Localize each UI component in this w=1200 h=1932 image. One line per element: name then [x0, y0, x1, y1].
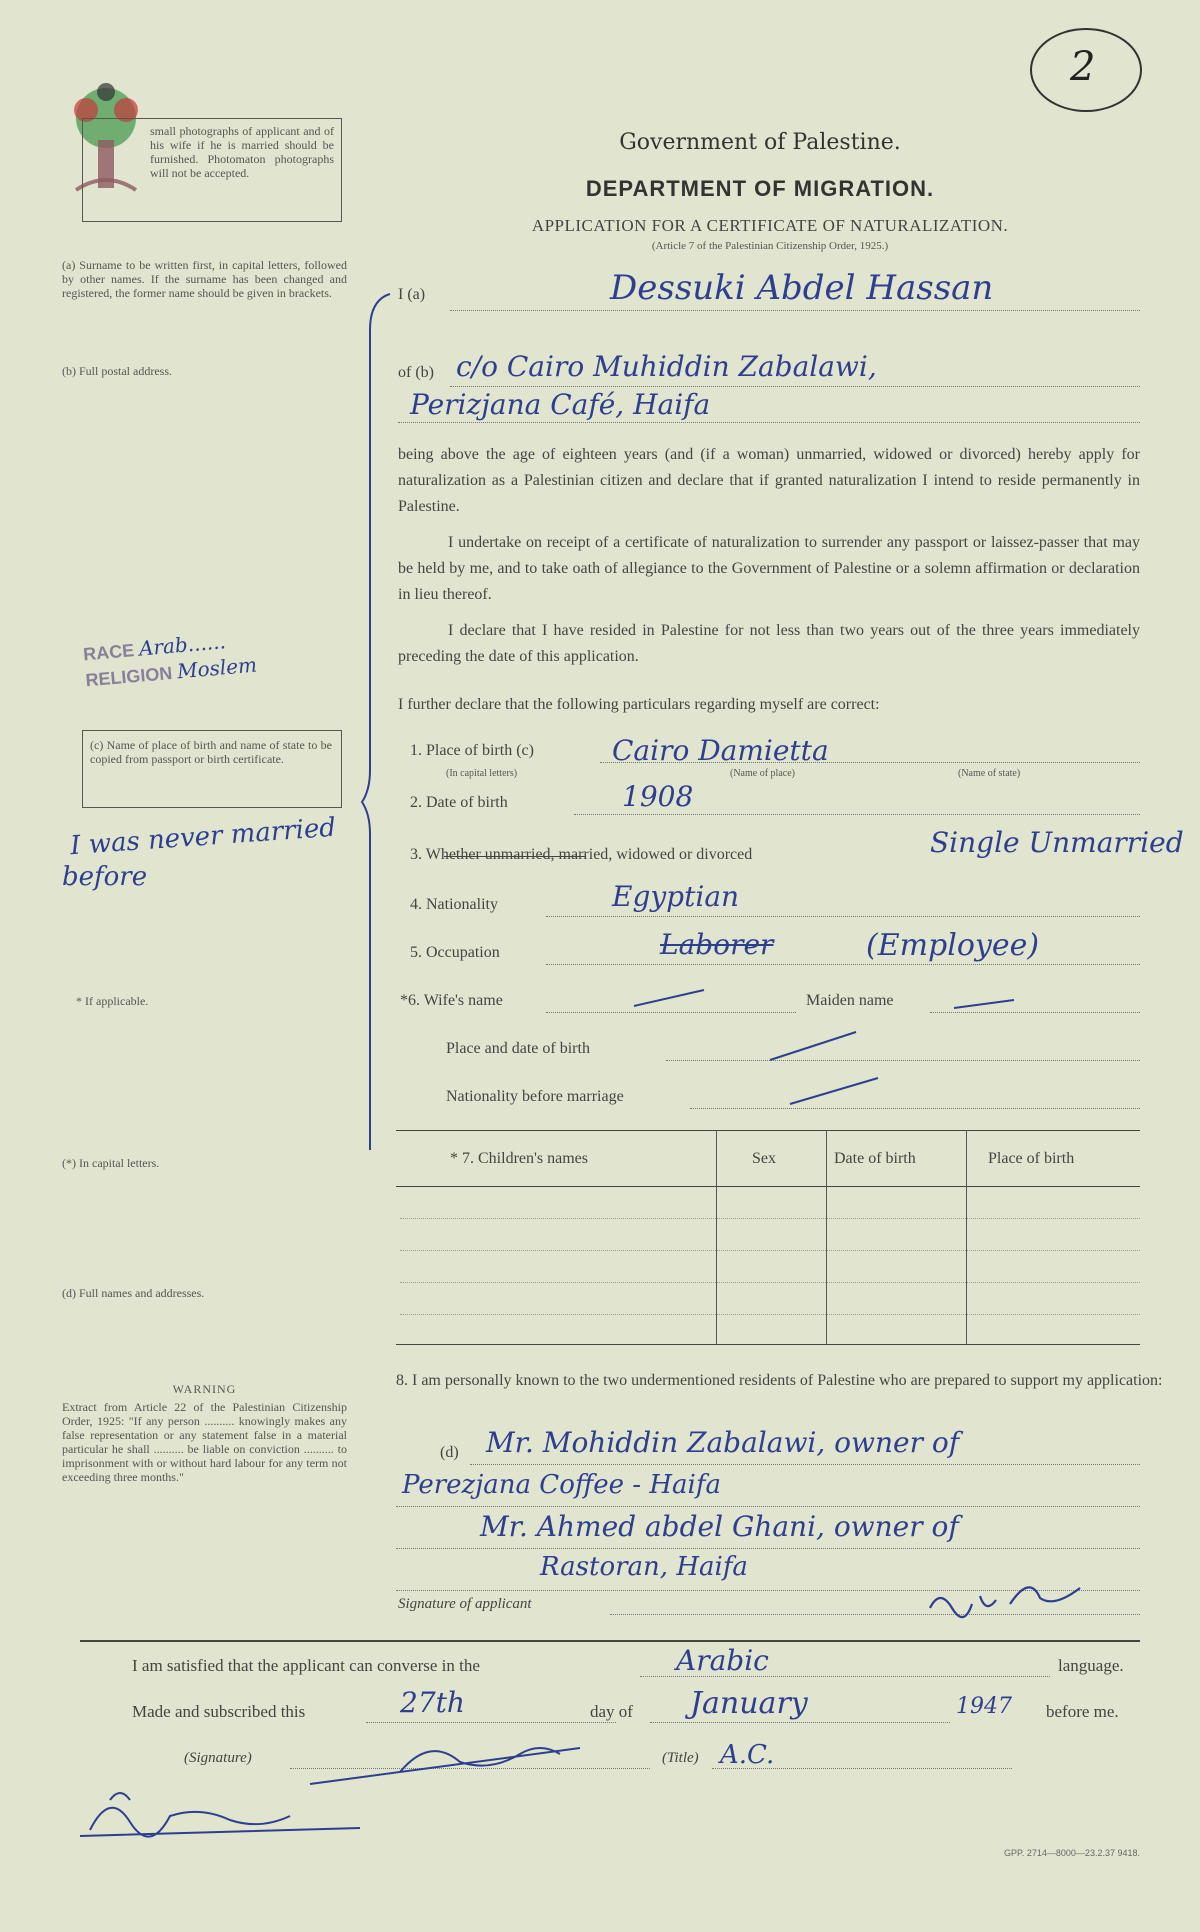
never-married-note-2: before [62, 862, 148, 892]
nationality-label: 4. Nationality [410, 896, 498, 913]
race-value: Arab...... [137, 629, 227, 661]
wife-nationality-line [690, 1108, 1140, 1109]
declaration-para-1: being above the age of eighteen years (and (if a woman) unmarried, widowed or divorced) hereby apply for naturalization as a Palestinian citizen and declare that if granted naturalization I intend to reside permanently in Palestine. [398, 446, 1140, 515]
address-value-2: Perizjana Café, Haifa [410, 388, 711, 421]
address-line-1 [450, 386, 1140, 387]
date-of-birth-value: 1908 [622, 780, 694, 813]
wife-name-label: *6. Wife's name [400, 992, 503, 1009]
wife-birth-line [666, 1060, 1140, 1061]
print-code: GPP. 2714—8000—23.2.37 9418. [1004, 1848, 1140, 1858]
reference-2: Mr. Ahmed abdel Ghani, owner of [480, 1510, 959, 1543]
place-of-birth-value: Cairo Damietta [612, 734, 829, 767]
warning-title: WARNING [172, 1382, 237, 1396]
title-label: (Title) [662, 1750, 699, 1766]
occupation-label: 5. Occupation [410, 944, 500, 961]
applicant-signature-label: Signature of applicant [398, 1596, 532, 1612]
made-subscribed-text: Made and subscribed this [132, 1702, 306, 1721]
year-value: 1947 [956, 1694, 1012, 1719]
capital-letters-note: (*) In capital letters. [62, 1156, 160, 1170]
table-col-line-3 [966, 1130, 967, 1344]
declaration-para-4: I further declare that the following particulars regarding myself are correct: [398, 696, 880, 713]
table-header-dob: Date of birth [834, 1150, 916, 1167]
day-value: 27th [400, 1686, 465, 1719]
application-title: APPLICATION FOR A CERTIFICATE OF NATURALIZATION. [531, 216, 1009, 235]
ref-line-3 [396, 1548, 1140, 1549]
government-title: Government of Palestine. [619, 130, 901, 155]
references-intro: 8. I am personally known to the two undermentioned residents of Palestine who are prepared to support my application: [396, 1372, 1163, 1389]
ref-line-2 [396, 1506, 1140, 1507]
name-label: I (a) [398, 286, 426, 303]
addresses-note: (d) Full names and addresses. [62, 1286, 205, 1300]
maiden-name-dash [950, 994, 1020, 1014]
table-row-line-2 [400, 1250, 1140, 1251]
occupation-line [546, 964, 1140, 965]
address-line-2 [398, 422, 1140, 423]
table-header-names: * 7. Children's names [450, 1150, 588, 1167]
month-line [650, 1722, 950, 1723]
day-line [366, 1722, 616, 1723]
table-row-line-3 [400, 1282, 1140, 1283]
birth-note: (c) Name of place of birth and name of state to be copied from passport or birth certificate. [90, 738, 332, 766]
table-header-sex: Sex [752, 1150, 776, 1167]
applicant-name: Dessuki Abdel Hassan [610, 268, 994, 308]
table-col-line-2 [826, 1130, 827, 1344]
references-d-label: (d) [440, 1444, 459, 1461]
date-of-birth-label: 2. Date of birth [410, 794, 508, 811]
marital-status-value: Single Unmarried [930, 826, 1184, 859]
bottom-signature-mark [70, 1770, 370, 1850]
reference-1: Mr. Mohiddin Zabalawi, owner of [486, 1426, 960, 1459]
photo-note: small photographs of applicant and of his wife if he is married should be furnished. Photomaton photographs will not be accepted. [150, 124, 334, 180]
before-me-text: before me. [1046, 1702, 1119, 1721]
language-word: language. [1058, 1656, 1124, 1675]
wife-birth-label: Place and date of birth [446, 1040, 590, 1057]
article-reference: (Article 7 of the Palestinian Citizenship Order, 1925.) [651, 240, 889, 252]
language-value: Arabic [676, 1644, 769, 1677]
place-of-birth-sub-3: (Name of state) [958, 768, 1021, 779]
postal-address-note: (b) Full postal address. [62, 364, 172, 378]
marital-status-label: 3. Whether unmarried, married, widowed or divorced [410, 846, 753, 863]
certification-divider [80, 1640, 1140, 1642]
surname-note: (a) Surname to be written first, in capital letters, followed by other names. If the surname has been changed and registered, the former name should be given in brackets. [62, 258, 347, 300]
page-number: 2 [1070, 44, 1096, 90]
marital-status-strike [444, 856, 586, 857]
place-of-birth-label: 1. Place of birth (c) [410, 742, 534, 759]
place-of-birth-sub-1: (In capital letters) [446, 768, 518, 779]
table-row-line-1 [400, 1218, 1140, 1219]
table-col-line-1 [716, 1130, 717, 1344]
table-bottom-line [396, 1344, 1140, 1345]
nationality-value: Egyptian [612, 880, 740, 913]
wife-nationality-label: Nationality before marriage [446, 1088, 624, 1105]
table-top-line [396, 1130, 1140, 1131]
date-of-birth-line [574, 814, 1140, 815]
applicant-signature-mark [920, 1578, 1110, 1628]
religion-label: RELIGION [84, 662, 174, 691]
address-label: of (b) [398, 364, 434, 381]
name-line [450, 310, 1140, 311]
race-label: RACE [82, 640, 135, 665]
wife-name-dash [630, 984, 710, 1014]
wife-nationality-dash [786, 1070, 886, 1110]
warning-text: Extract from Article 22 of the Palestinian Citizenship Order, 1925: "If any person .......... knowingly makes any false representation or any statement false in a material particular he shall .......... be liable on conviction .......... to imprisonment with or without hard labour for any term not exceeding three months." [62, 1400, 347, 1484]
wife-birth-dash [766, 1026, 866, 1066]
reference-2-address: Rastoran, Haifa [540, 1552, 748, 1582]
converse-text: I am satisfied that the applicant can converse in the [132, 1656, 480, 1675]
official-signature-label: (Signature) [184, 1750, 252, 1766]
table-row-line-4 [400, 1314, 1140, 1315]
ref-line-1 [470, 1464, 1140, 1465]
never-married-note-1: I was never married [69, 812, 337, 862]
religion-value: Moslem [176, 652, 258, 684]
title-value: A.C. [720, 1740, 775, 1770]
department-title: DEPARTMENT OF MIGRATION. [585, 176, 935, 201]
reference-1-address: Perezjana Coffee - Haifa [402, 1470, 721, 1500]
place-of-birth-sub-2: (Name of place) [730, 768, 795, 779]
address-value-1: c/o Cairo Muhiddin Zabalawi, [456, 350, 877, 383]
nationality-line [546, 916, 1140, 917]
day-of-text: day of [590, 1702, 633, 1721]
applicable-note: * If applicable. [76, 994, 149, 1008]
occupation-value: (Employee) [866, 928, 1040, 963]
race-religion-stamp [82, 627, 258, 692]
declaration-para-2: I undertake on receipt of a certificate of naturalization to surrender any passport or laissez-passer that may be held by me, and to take oath of allegiance to the Government of Palestine or a solemn affirmation or declaration in lieu thereof. [398, 534, 1140, 603]
table-header-line [396, 1186, 1140, 1187]
occupation-struck-value: Laborer [660, 928, 774, 961]
form-bracket [360, 290, 400, 1150]
declaration-para-3: I declare that I have resided in Palestine for not less than two years out of the three years immediately preceding the date of this application. [398, 622, 1140, 665]
maiden-name-label: Maiden name [806, 992, 894, 1009]
month-value: January [690, 1686, 808, 1721]
table-header-pob: Place of birth [988, 1150, 1075, 1167]
